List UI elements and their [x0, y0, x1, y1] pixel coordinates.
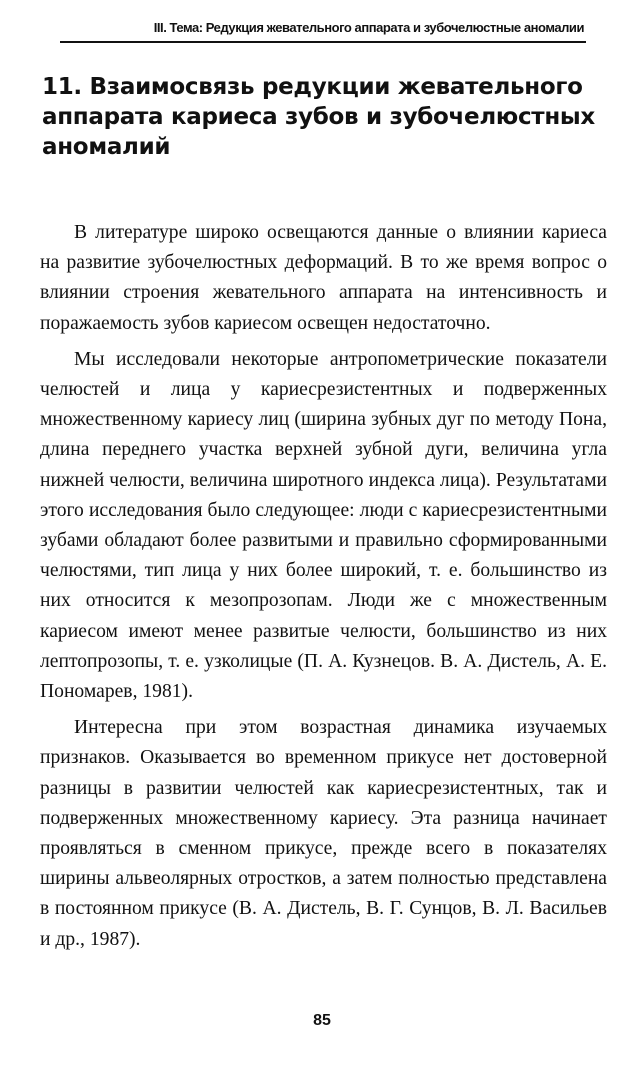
paragraph-3: Интересна при этом возрастная динамика изучаемых признаков. Оказывается во временном прикусе нет достоверной разницы в развитии челюстей как кариесрезистентных, так и подверженных множественному кариесу. Эта разница начинает проявляться в сменном прикусе, прежде всего в показателях ширины альвеолярных отростков, а затем полностью представлена в постоянном прикусе (В. А. Дистель, В. Г. Сунцов, В. Л. Васильев и др., 1987). — [40, 717, 607, 950]
paragraph-2: Мы исследовали некоторые антропометрические показатели челюстей и лица у кариесрезистентных и подверженных множественному кариесу лиц (ширина зубных дуг по методу Пона, длина переднего участка верхней зубной дуги, величина угла нижней челюсти, величина широтного индекса лица). Результатами этого исследования было следующее: люди с кариесрезистентными зубами обладают более развитыми и правильно сформированными челюстями, тип лица у них более широкий, т. е. большинство из них относится к мезопрозопам. Люди же с множественным кариесом имеют менее развитые челюсти, большинство из них лептопрозопы, т. е. узколицые (П. А. Кузнецов. В. А. Дистель, А. Е. Пономарев, 1981). — [40, 348, 607, 703]
body-text — [40, 218, 607, 961]
paragraph-1: В литературе широко освещаются данные о влиянии кариеса на развитие зубочелюстных деформаций. В то же время вопрос о влиянии строения жевательного аппарата на интенсивность и поражаемость зубов кариесом освещен недостаточно. — [40, 222, 607, 334]
section-title: 11. Взаимосвязь редукции жевательного аппарата кариеса зубов и зубочелюстных аномалий — [42, 74, 595, 160]
page-number: 85 — [313, 1012, 331, 1029]
running-header: III. Тема: Редукция жевательного аппарата и зубочелюстные аномалии — [153, 20, 584, 35]
header-rule — [60, 41, 586, 43]
